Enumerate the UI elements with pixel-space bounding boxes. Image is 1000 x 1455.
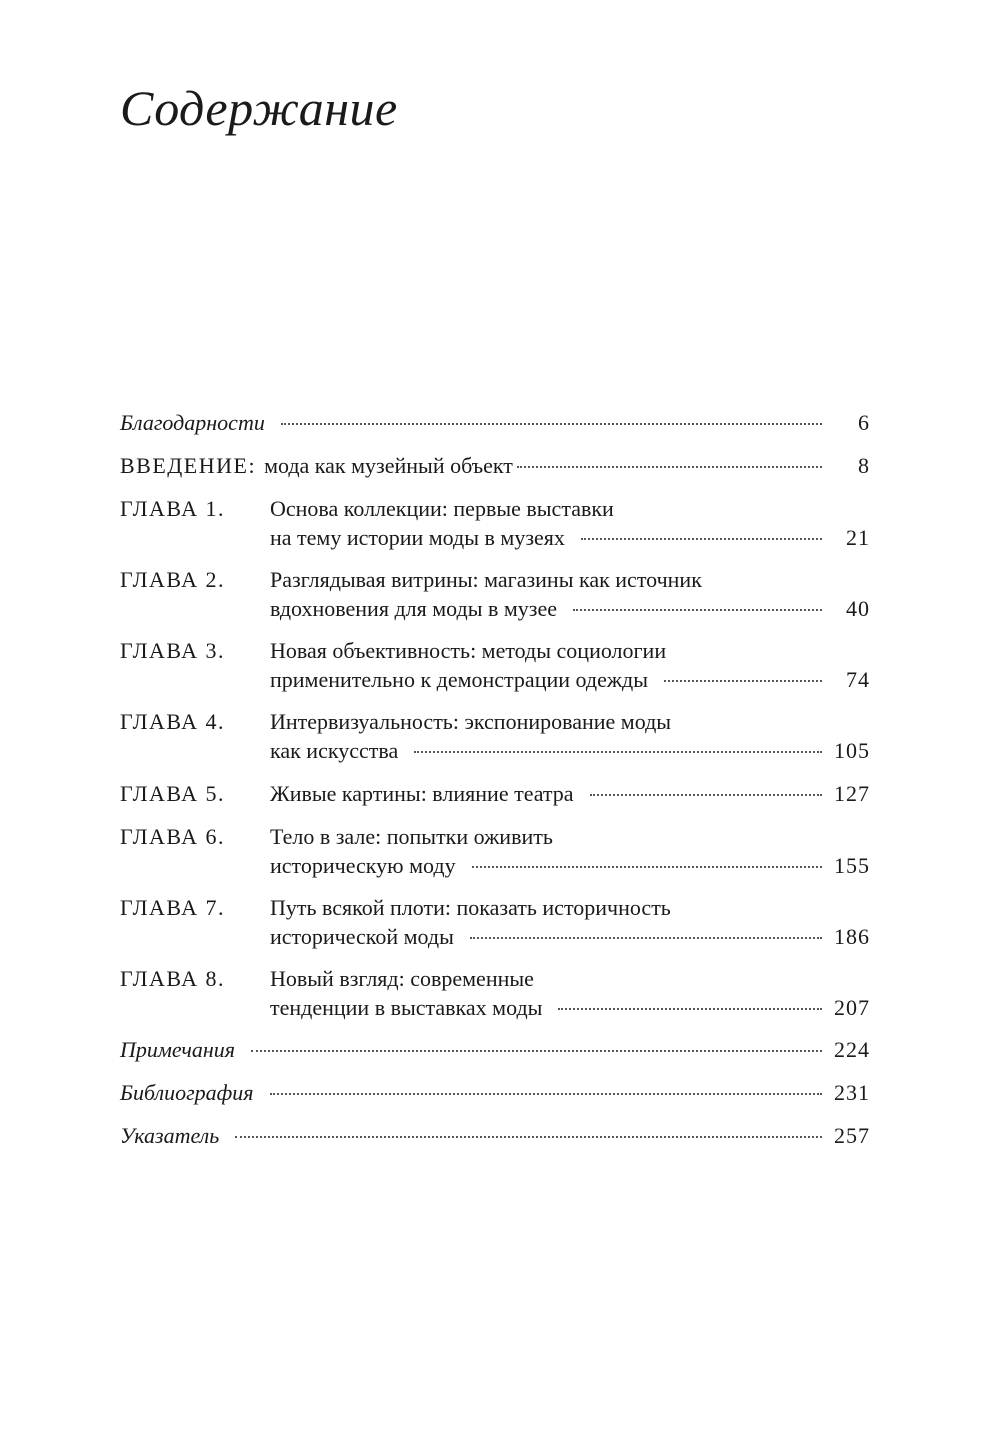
toc-entry-title-continued: вдохновения для моды в музее	[270, 596, 558, 621]
toc-page-number: 105	[834, 738, 870, 763]
toc-entry-chapter-5[interactable]	[120, 779, 870, 808]
toc-entry-title-continued: как искусства	[270, 738, 399, 763]
toc-entry-title: Интервизуальность: экспонирование моды	[270, 709, 672, 734]
dot-leader	[664, 680, 822, 682]
toc-entry-bibliography[interactable]	[120, 1078, 870, 1107]
dot-leader	[573, 609, 822, 611]
toc-entry-index[interactable]	[120, 1121, 870, 1150]
dot-leader	[414, 751, 822, 753]
toc-entry-chapter-2[interactable]	[120, 565, 870, 623]
toc-entry-title: Указатель	[120, 1123, 220, 1148]
toc-page-number: 231	[834, 1080, 870, 1105]
toc-chapter-prefix: ГЛАВА 8.	[120, 966, 226, 991]
toc-entry-title: Основа коллекции: первые выставки	[270, 496, 614, 521]
toc-chapter-prefix: ГЛАВА 2.	[120, 567, 226, 592]
toc-page-number: 207	[834, 995, 870, 1020]
dot-leader	[517, 466, 822, 468]
toc-chapter-prefix: ГЛАВА 7.	[120, 895, 226, 920]
toc-entry-chapter-6[interactable]	[120, 822, 870, 880]
page-title: Содержание	[120, 80, 398, 136]
toc-page-number: 8	[858, 453, 870, 478]
toc-page-number: 127	[834, 781, 870, 806]
toc-entry-title-continued: тенденции в выставках моды	[270, 995, 543, 1020]
dot-leader	[470, 937, 822, 939]
dot-leader	[270, 1093, 822, 1095]
toc-page-number: 74	[846, 667, 870, 692]
toc-chapter-prefix: ГЛАВА 1.	[120, 496, 226, 521]
toc-entry-notes[interactable]	[120, 1035, 870, 1064]
toc-entry-title: Тело в зале: попытки оживить	[270, 824, 553, 849]
toc-entry-chapter-3[interactable]	[120, 636, 870, 694]
toc-entry-chapter-4[interactable]	[120, 707, 870, 765]
table-of-contents	[120, 408, 870, 1150]
toc-page-number: 40	[846, 596, 870, 621]
toc-entry-title: Новый взгляд: современные	[270, 966, 534, 991]
toc-entry-title: Путь всякой плоти: показать историчность	[270, 895, 671, 920]
toc-page-number: 224	[834, 1037, 870, 1062]
dot-leader	[558, 1008, 822, 1010]
toc-page-number: 6	[858, 410, 870, 435]
toc-entry-title-continued: применительно к демонстрации одежды	[270, 667, 649, 692]
toc-chapter-prefix: ГЛАВА 5.	[120, 781, 226, 806]
toc-entry-title-continued: историческую моду	[270, 853, 456, 878]
toc-entry-chapter-1[interactable]	[120, 494, 870, 552]
dot-leader	[581, 538, 822, 540]
toc-entry-prefix: ВВЕДЕНИЕ:	[120, 453, 257, 478]
toc-page-number: 186	[834, 924, 870, 949]
toc-chapter-prefix: ГЛАВА 4.	[120, 709, 226, 734]
toc-entry-title: мода как музейный объект	[264, 453, 513, 478]
toc-chapter-prefix: ГЛАВА 6.	[120, 824, 226, 849]
toc-entry-title: Живые картины: влияние театра	[270, 781, 574, 806]
toc-entry-title: Разглядывая витрины: магазины как источник	[270, 567, 702, 592]
dot-leader	[472, 866, 822, 868]
toc-entry-chapter-8[interactable]	[120, 964, 870, 1022]
toc-page-number: 21	[846, 525, 870, 550]
toc-entry-acknowledgements[interactable]	[120, 408, 870, 437]
toc-entry-chapter-7[interactable]	[120, 893, 870, 951]
toc-entry-introduction[interactable]	[120, 451, 870, 480]
toc-entry-title-continued: исторической моды	[270, 924, 454, 949]
toc-entry-title: Благодарности	[120, 410, 265, 435]
toc-page-number: 257	[834, 1123, 870, 1148]
toc-entry-title: Библиография	[120, 1080, 254, 1105]
dot-leader	[251, 1050, 822, 1052]
dot-leader	[590, 794, 822, 796]
toc-entry-title-continued: на тему истории моды в музеях	[270, 525, 565, 550]
toc-page-number: 155	[834, 853, 870, 878]
toc-entry-title: Новая объективность: методы социологии	[270, 638, 667, 663]
toc-entry-title: Примечания	[120, 1037, 236, 1062]
dot-leader	[235, 1136, 822, 1138]
toc-chapter-prefix: ГЛАВА 3.	[120, 638, 226, 663]
dot-leader	[281, 423, 822, 425]
